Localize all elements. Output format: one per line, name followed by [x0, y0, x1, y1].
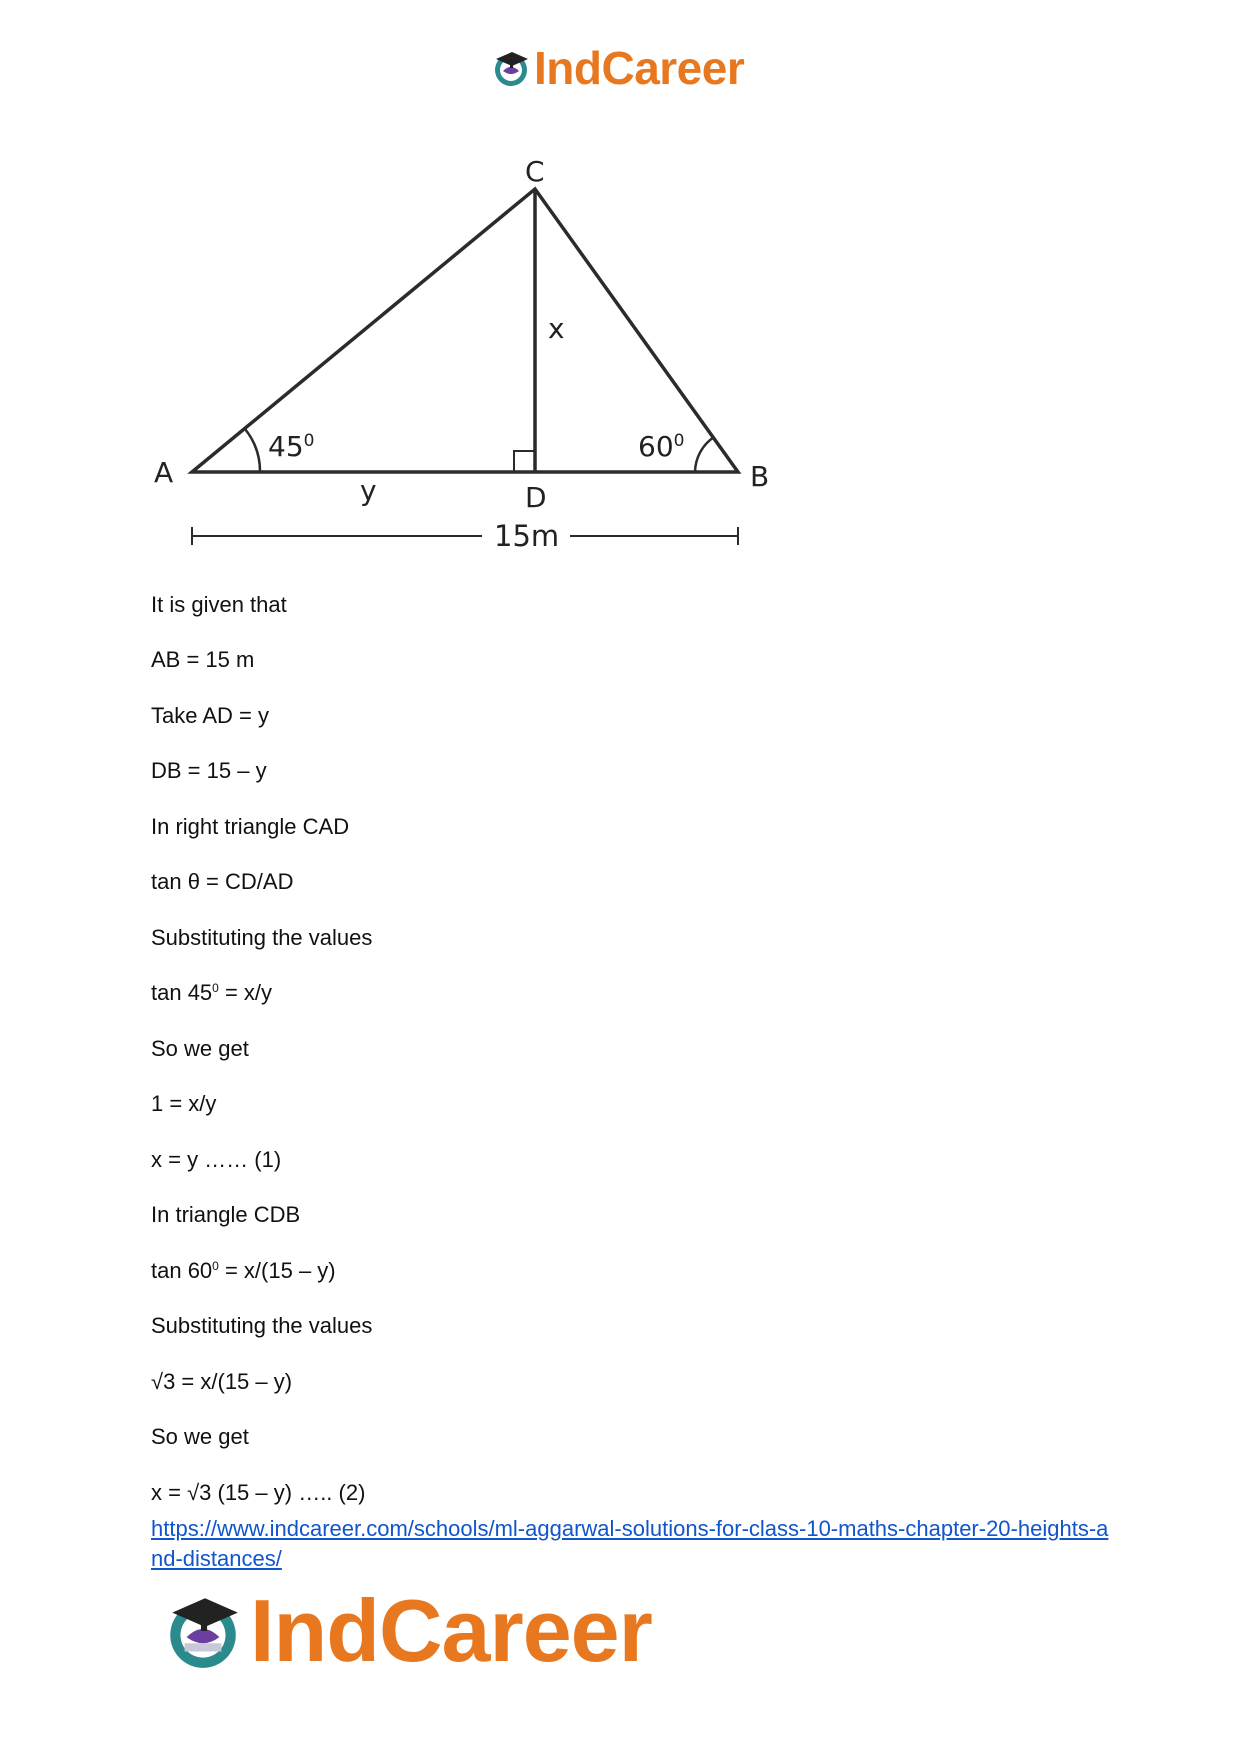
- text-line: Substituting the values: [151, 1313, 373, 1338]
- vertex-label-d: D: [525, 481, 547, 514]
- text-line: DB = 15 – y: [151, 758, 267, 783]
- text-line: It is given that: [151, 592, 287, 617]
- source-link[interactable]: https://www.indcareer.com/schools/ml-aggarwal-solutions-for-class-10-maths-chapter-20-heights-and-distances/: [151, 1516, 1109, 1571]
- footer-logo: [160, 1581, 652, 1680]
- graduation-cap-logo-icon: [160, 1588, 246, 1674]
- angle-label-a: $45^0$: [268, 430, 315, 463]
- text-line: So we get: [151, 1036, 249, 1061]
- header-logo: [490, 40, 744, 96]
- right-angle-marker: [514, 451, 535, 472]
- vertex-label-b: B: [750, 460, 770, 493]
- text-line: $\tan 45^0 = x/y$: [151, 980, 273, 1005]
- text-line: Substituting the values: [151, 925, 373, 950]
- triangle-diagram: [140, 145, 800, 570]
- header-logo-text: IndCareer: [534, 42, 745, 94]
- side-label-x: x: [548, 312, 565, 345]
- angle-label-b: $60^0$: [638, 430, 685, 463]
- text-line: x = √3 (15 – y) ….. (2): [151, 1480, 366, 1505]
- vertex-label-c: C: [525, 155, 545, 188]
- text-line: AB = 15 m: [151, 647, 255, 672]
- text-line: x = y …… (1): [151, 1147, 282, 1172]
- graduation-cap-logo-icon: [490, 47, 532, 89]
- side-label-y: y: [360, 474, 377, 507]
- angle-arc-b: [695, 437, 714, 472]
- text-line: 1 = x/y: [151, 1091, 217, 1116]
- vertex-label-a: A: [154, 456, 174, 489]
- dimension-label: 15m: [494, 519, 560, 553]
- text-line: In right triangle CAD: [151, 814, 350, 839]
- text-line: tan θ = CD/AD: [151, 869, 294, 894]
- text-line: In triangle CDB: [151, 1202, 301, 1227]
- angle-arc-a: [245, 429, 260, 472]
- footer-logo-text: IndCareer: [250, 1581, 652, 1680]
- text-line: $\tan 60^0 = x/(15 - y)$: [151, 1258, 336, 1283]
- text-line: Take AD = y: [151, 703, 270, 728]
- text-line: So we get: [151, 1424, 249, 1449]
- text-line: √3 = x/(15 – y): [151, 1369, 293, 1394]
